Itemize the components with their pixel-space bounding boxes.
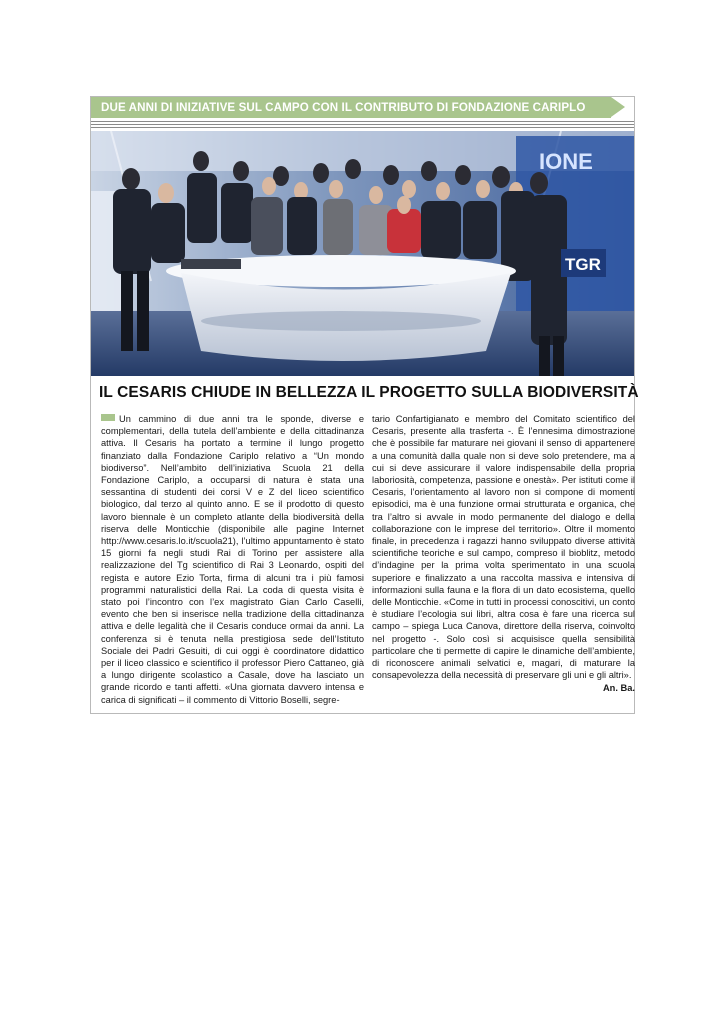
group-photo-tv-studio (91, 131, 634, 376)
newspaper-clipping (90, 96, 639, 714)
kicker-arrow (611, 97, 625, 117)
body-text-right: tario Confartigianato e membro del Comitato scientifico del Cesaris, presente alla trasferta -. È l’ennesima dimostrazione che è possibile far maturare nei giovani il senso di appartenere a una comunità dalla quale non si deve solo pretendere, ma a cui si deve assicurare il valore indispensabile della propria laboriosità, competenza, passione e onestà». Per istituti come il Cesaris, l’orientamento al lavoro non si compone di momenti episodici, ma è una funzione ormai strutturata e organica, che tra l’altro si avvale in modo permanente del dialogo e della collaborazione con le imprese del territorio». Oltre il momento finale, in precedenza i ragazzi hanno sviluppato diverse attività scientifiche teoriche e sul campo, compreso il bioblitz, metodo d’indagine per la prima volta sperimentato in una scuola superiore e finalizzato a una raccolta massiva e intensiva di informazioni sulla fauna e la flora di un dato ecosistema, quello delle Monticchie. «Come in tutti in processi conoscitivi, un conto è studiare l’ecologia sui libri, altra cosa è fare una ricerca sul campo – spiega Luca Canova, direttore della riserva, coinvolto nel progetto -. Solo così si acquisisce quella sensibilità particolare che ti permette di capire le dinamiche dell’ambiente, di riconoscere animali selvatici e, magari, di maturare la consapevolezza della necessità di preservare gli uni e gli altri». (372, 414, 635, 681)
article-headline: IL CESARIS CHIUDE IN BELLEZZA IL PROGETTO SULLA BIODIVERSITÀ (99, 384, 639, 401)
tgr-logo-text: TGR (565, 255, 601, 274)
decorative-rules (91, 121, 634, 129)
kicker-text: DUE ANNI DI INIZIATIVE SUL CAMPO CON IL CONTRIBUTO DI FONDAZIONE CARIPLO (101, 101, 586, 114)
kicker-band (91, 97, 611, 118)
lead-marker (101, 414, 115, 421)
studio-sign-text: IONE (539, 149, 593, 174)
body-text-left: Un cammino di due anni tra le sponde, diverse e complementari, della tutela dell’ambiente e della cittadinanza attiva. Il Cesaris ha portato a termine il lungo progetto finanziato dalla Fondazione Cariplo relativo a “Un mondo biodiverso”. Nell’ambito dell’iniziativa Scuola 21 della Fondazione Cariplo, a occuparsi di natura è stata una sessantina di studenti dei corsi V e Z del liceo scientifico biologico, dal terzo al quinto anno. E se il prodotto di questo lavoro biennale è un completo atlante della biodiversità della riserva delle Monticchie (disponibile alle pagine Internet http://www.cesaris.lo.it/scuola21), l’ultimo appuntamento è stato 15 giorni fa negli studi Rai di Torino per assistere alla realizzazione del Tg scientifico di Rai 3 Leonardo, ospiti del regista e autore Ezio Torta, firma di alcuni tra i più famosi programmi naturalistici della Rai. La coda di questa visita è stato poi l’incontro con l’ex magistrato Gian Carlo Caselli, evento che ben si inserisce nella tradizione della cittadinanza attiva e delle legalità che il Cesaris conduce ormai da anni. La conferenza si è tenuta nella prestigiosa sede dell’Istituto Sociale dei Padri Gesuiti, di cui oggi è coordinatore didattico per il liceo classico e scientifico il professor Piero Cattaneo, già a lungo dirigente scolastico a Casale, dove ha lasciato un grande ricordo e tanti affetti. «Una giornata davvero intensa e carica di significati – il commento di Vittorio Boselli, segre- (101, 414, 364, 705)
body-column-left (101, 413, 364, 709)
body-column-right (372, 413, 635, 709)
author-signature: An. Ba. (602, 683, 635, 694)
